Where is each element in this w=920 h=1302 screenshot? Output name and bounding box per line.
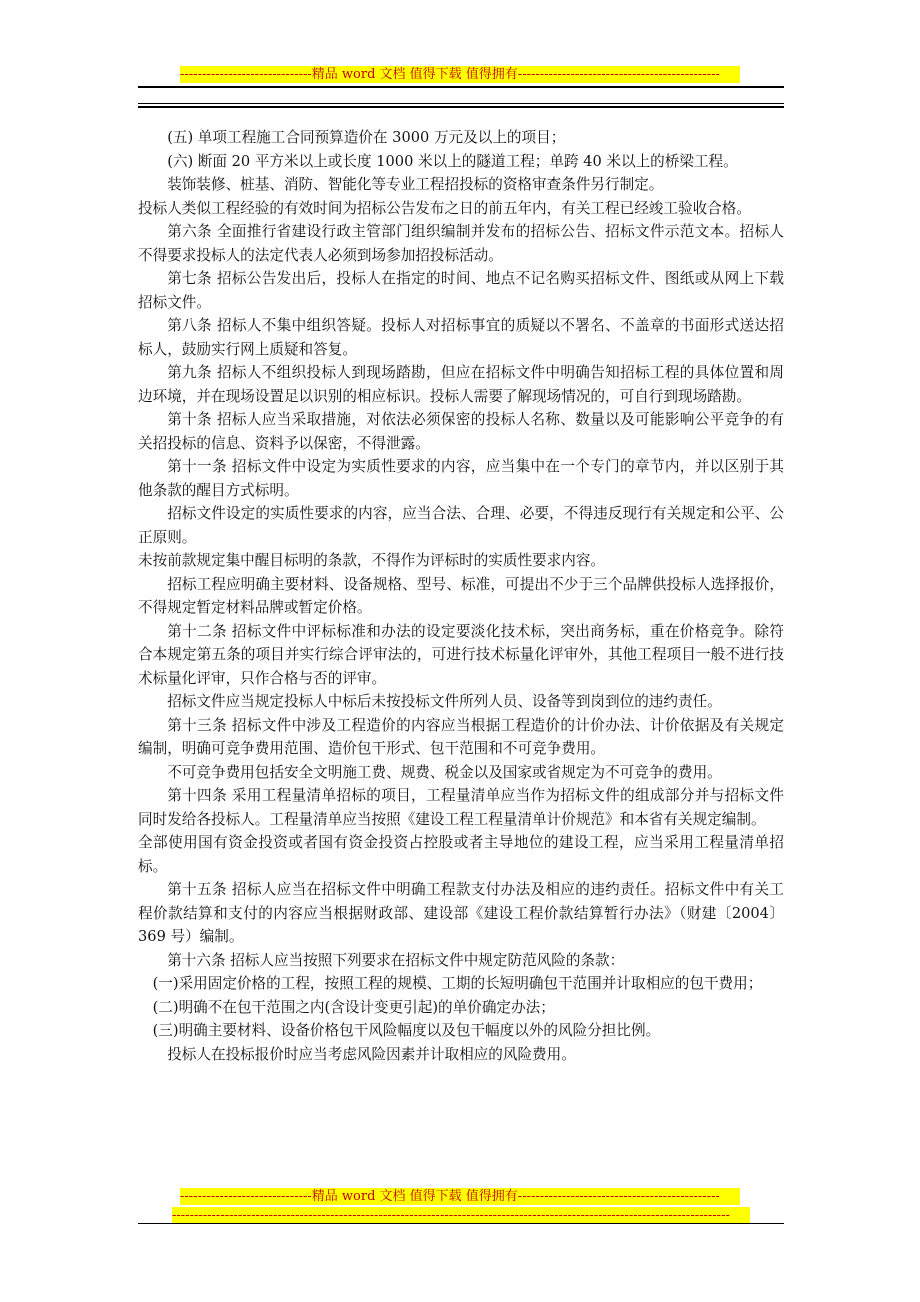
header-rule-bottom — [138, 106, 784, 108]
paragraph: 第九条 招标人不组织投标人到现场踏勘，但应在招标文件中明确告知招标工程的具体位置和周边环境，并在现场设置足以识别的相应标识。投标人需要了解现场情况的，可自行到现场踏勘。 — [138, 364, 784, 405]
footer-rule — [138, 1223, 784, 1224]
paragraph: (六) 断面 20 平方米以上或长度 1000 米以上的隧道工程；单跨 40 米以上的桥梁工程。 — [167, 152, 738, 170]
paragraph: 招标工程应明确主要材料、设备规格、型号、标准，可提出不少于三个品牌供投标人选择报价，不得规定暂定材料品牌或暂定价格。 — [138, 575, 784, 616]
paragraph: 投标人类似工程经验的有效时间为招标公告发布之日的前五年内，有关工程已经竣工验收合格。 — [138, 199, 751, 217]
paragraph: 全部使用国有资金投资或者国有资金投资占控股或者主导地位的建设工程，应当采用工程量清单招标。 — [138, 834, 784, 875]
paragraph: 第十三条 招标文件中涉及工程造价的内容应当根据工程造价的计价办法、计价依据及有关规定编制，明确可竞争费用范围、造价包干形式、包干范围和不可竞争费用。 — [138, 716, 784, 757]
paragraph: 第十一条 招标文件中设定为实质性要求的内容，应当集中在一个专门的章节内，并以区别于其他条款的醒目方式标明。 — [138, 458, 784, 499]
paragraph: (二)明确不在包干范围之内(含设计变更引起)的单价确定办法； — [152, 998, 555, 1016]
paragraph: 未按前款规定集中醒目标明的条款，不得作为评标时的实质性要求内容。 — [138, 552, 606, 569]
paragraph: 第十五条 招标人应当在招标文件中明确工程款支付办法及相应的违约责任。招标文件中有关工程价款结算和支付的内容应当根据财政部、建设部《建设工程价款结算暂行办法》（财建〔2004〕369 号）编制。 — [138, 881, 784, 945]
paragraph: 招标文件应当规定投标人中标后未按投标文件所列人员、设备等到岗到位的违约责任。 — [167, 693, 722, 710]
paragraph: 第十六条 招标人应当按照下列要求在招标文件中规定防范风险的条款： — [167, 951, 625, 969]
paragraph: 投标人在投标报价时应当考虑风险因素并计取相应的风险费用。 — [167, 1045, 576, 1063]
paragraph: 招标文件设定的实质性要求的内容，应当合法、合理、必要，不得违反现行有关规定和公平、公正原则。 — [138, 505, 784, 546]
paragraph: 第八条 招标人不集中组织答疑。投标人对招标事宜的质疑以不署名、不盖章的书面形式送达招标人，鼓励实行网上质疑和答复。 — [138, 317, 784, 358]
paragraph: 第十四条 采用工程量清单招标的项目，工程量清单应当作为招标文件的组成部分并与招标文件同时发给各投标人。工程量清单应当按照《建设工程工程量清单计价规范》和本省有关规定编制。 — [138, 787, 784, 828]
paragraph: 第六条 全面推行省建设行政主管部门组织编制并发布的招标公告、招标文件示范文本。招标人不得要求投标人的法定代表人必须到场参加招投标活动。 — [138, 223, 784, 264]
footer-dashes: ------------------------------------------------------------------------------------------------------------------------------- — [172, 1207, 750, 1224]
document-body — [138, 126, 784, 1066]
header-banner: ------------------------------精品 word 文档 值得下载 值得拥有---------------------------------------------- — [180, 66, 740, 83]
paragraph: 第十二条 招标文件中评标标准和办法的设定要淡化技术标，突出商务标，重在价格竞争。除符合本规定第五条的项目并实行综合评审法的，可进行技术标量化评审外，其他工程项目一般不进行技术标量化评审，只作合格与否的评审。 — [138, 622, 784, 687]
paragraph: 装饰装修、桩基、消防、智能化等专业工程招投标的资格审查条件另行制定。 — [167, 176, 664, 193]
paragraph: (三)明确主要材料、设备价格包干风险幅度以及包干幅度以外的风险分担比例。 — [152, 1022, 661, 1039]
paragraph: 第十条 招标人应当采取措施，对依法必须保密的投标人名称、数量以及可能影响公平竞争的有关招投标的信息、资料予以保密，不得泄露。 — [138, 411, 784, 452]
header-rule-top — [138, 86, 784, 88]
footer-banner: ------------------------------精品 word 文档 值得下载 值得拥有---------------------------------------------- — [180, 1188, 740, 1205]
header-rule-thin — [138, 103, 784, 104]
paragraph: 不可竞争费用包括安全文明施工费、规费、税金以及国家或省规定为不可竞争的费用。 — [167, 763, 722, 781]
paragraph: (一)采用固定价格的工程，按照工程的规模、工期的长短明确包干范围并计取相应的包干费用； — [152, 975, 763, 992]
paragraph: (五) 单项工程施工合同预算造价在 3000 万元及以上的项目； — [167, 129, 566, 146]
paragraph: 第七条 招标公告发出后，投标人在指定的时间、地点不记名购买招标文件、图纸或从网上下载招标文件。 — [138, 270, 784, 311]
